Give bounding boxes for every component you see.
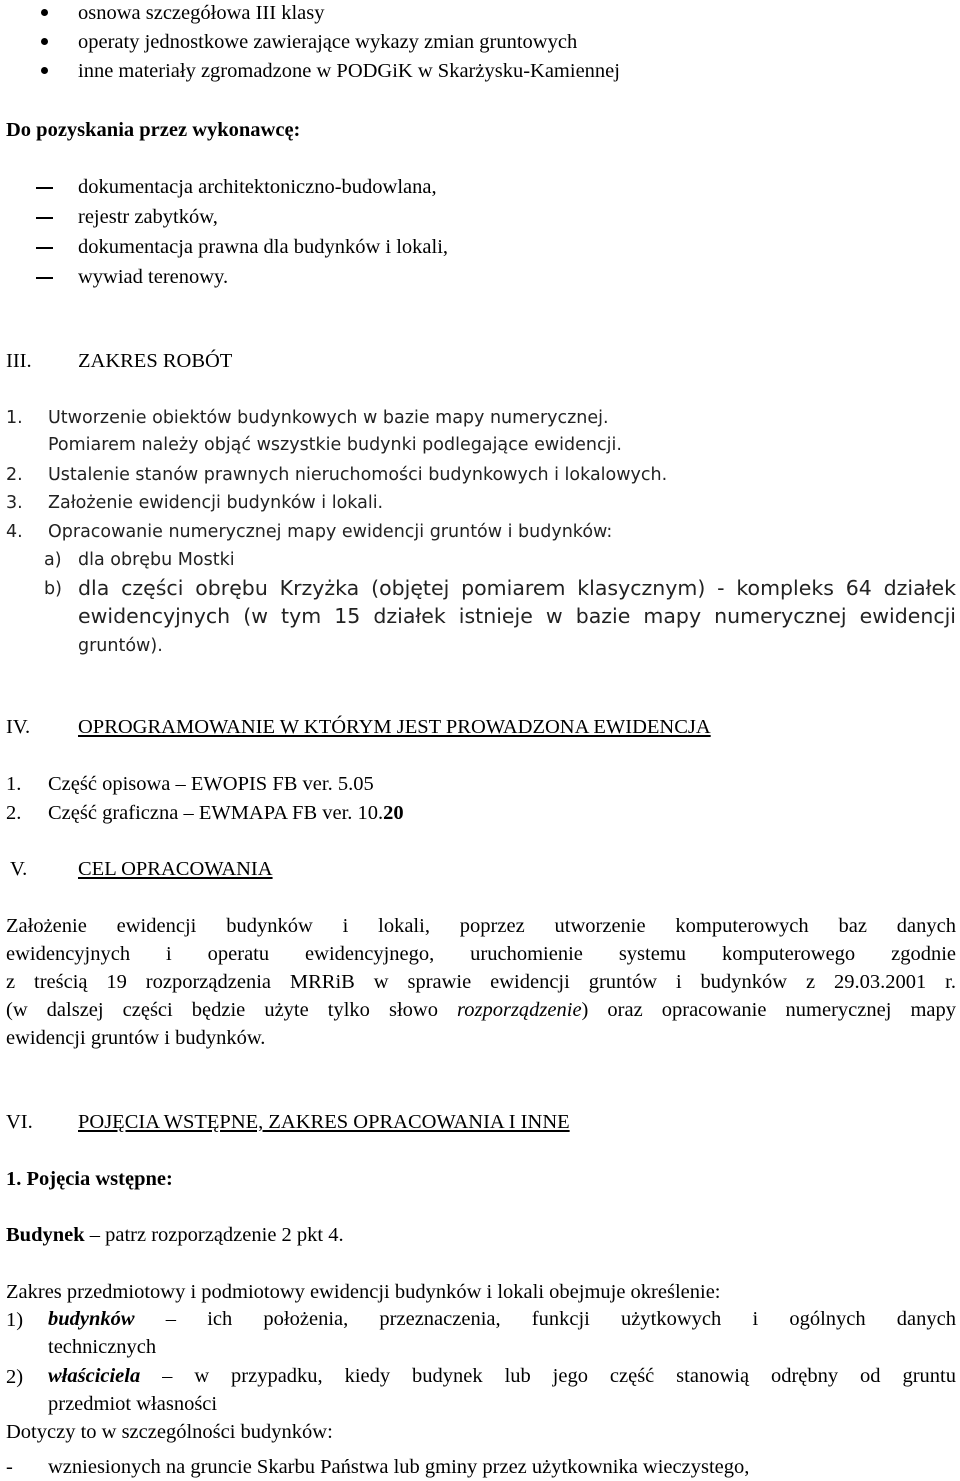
dash-icon: [36, 217, 53, 219]
section-title: CEL OPRACOWANIA: [78, 858, 273, 880]
list-item: dokumentacja architektoniczno-budowlana,: [78, 176, 437, 198]
item-text: [48, 1305, 956, 1333]
list-item: wzniesionych na gruncie Skarbu Państwa lub gminy przez użytkownika wieczystego,: [48, 1456, 750, 1478]
subsection-title: 1. Pojęcia wstępne:: [6, 1168, 173, 1190]
list-item: dokumentacja prawna dla budynków i lokali,: [78, 236, 449, 258]
sub-item-label: b): [44, 579, 62, 599]
paragraph-part: (w dalszej części będzie użyte tylko słowo: [6, 999, 458, 1021]
bullet-icon: [41, 9, 48, 16]
item-text-part: – w przypadku, kiedy budynek lub jego część stanowią odrębny od gruntu: [140, 1365, 956, 1387]
item-number: 2.: [6, 465, 23, 485]
sub-item-text: dla części obrębu Krzyżka (objętej pomiarem klasycznym) - kompleks 64 działek: [78, 576, 956, 600]
section-number: IV.: [6, 716, 31, 738]
item-text: przedmiot własności: [48, 1393, 218, 1415]
sub-item-label: a): [44, 550, 62, 570]
sub-item-text: gruntów).: [78, 636, 163, 656]
item-number: 1.: [6, 408, 23, 428]
item-text: [48, 1362, 956, 1390]
item-number: 4.: [6, 522, 23, 542]
list-item: rejestr zabytków,: [78, 206, 218, 228]
paragraph-part: ) oraz opracowanie numerycznej mapy: [581, 999, 956, 1021]
section-number: V.: [10, 858, 28, 880]
paragraph-part: rozporządzenie: [457, 999, 582, 1021]
item-number: 2): [6, 1366, 24, 1388]
section-title: OPROGRAMOWANIE W KTÓRYM JEST PROWADZONA EWIDENCJA: [78, 716, 711, 738]
dash-icon: [36, 187, 53, 189]
item-text-part: Część graficzna – EWMAPA FB ver. 10.: [48, 802, 384, 824]
section-title: ZAKRES ROBÓT: [78, 350, 233, 372]
dash-icon: [36, 247, 53, 249]
sub-item-text: ewidencyjnych (w tym 15 działek istnieje w bazie mapy numerycznej ewidencji: [78, 604, 956, 628]
definition: [6, 1222, 344, 1248]
item-text: Założenie ewidencji budynków i lokali.: [48, 493, 384, 513]
item-number: 1.: [6, 773, 22, 795]
paragraph-line: ewidencyjnych i operatu ewidencyjnego, uruchomienie systemu komputerowego zgodnie: [6, 943, 956, 965]
definition-term: Budynek: [6, 1224, 85, 1246]
scope-intro: Zakres przedmiotowy i podmiotowy ewidencji budynków i lokali obejmuje określenie:: [6, 1281, 721, 1303]
item-text: Pomiarem należy objąć wszystkie budynki podlegające ewidencji.: [48, 435, 622, 455]
item-number: 1): [6, 1309, 24, 1331]
dash-icon: [36, 277, 53, 279]
item-term: budynków: [48, 1308, 135, 1330]
paragraph-line: z treścią 19 rozporządzenia MRRiB w sprawie ewidencji gruntów i budynków z 29.03.2001 r.: [6, 971, 956, 993]
sub-item-text: dla obrębu Mostki: [78, 550, 235, 570]
item-text: Opracowanie numerycznej mapy ewidencji gruntów i budynków:: [48, 522, 613, 542]
section-number: III.: [6, 350, 32, 372]
dash-marker: -: [6, 1456, 13, 1478]
item-number: 3.: [6, 493, 23, 513]
contractor-heading: Do pozyskania przez wykonawcę:: [6, 119, 301, 141]
bullet-icon: [41, 67, 48, 74]
paragraph-line: [6, 996, 956, 1024]
definition-text: – patrz rozporządzenie 2 pkt 4.: [84, 1224, 344, 1246]
list-item: inne materiały zgromadzone w PODGiK w Skarżysku-Kamiennej: [78, 60, 620, 82]
item-text: [48, 800, 404, 826]
section-number: VI.: [6, 1111, 33, 1133]
item-text: Część opisowa – EWOPIS FB ver. 5.05: [48, 773, 374, 795]
item-text-part: 20: [383, 802, 404, 824]
list-item: operaty jednostkowe zawierające wykazy zmian gruntowych: [78, 31, 578, 53]
paragraph-line: ewidencji gruntów i budynków.: [6, 1027, 266, 1049]
list-item: wywiad terenowy.: [78, 266, 229, 288]
concerns-text: Dotyczy to w szczególności budynków:: [6, 1421, 333, 1443]
item-text: technicznych: [48, 1336, 157, 1358]
section-title: POJĘCIA WSTĘPNE, ZAKRES OPRACOWANIA I INNE: [78, 1111, 570, 1133]
item-text: Utworzenie obiektów budynkowych w bazie mapy numerycznej.: [48, 408, 609, 428]
item-text-part: – ich położenia, przeznaczenia, funkcji użytkowych i ogólnych danych: [134, 1308, 956, 1330]
list-item: osnowa szczegółowa III klasy: [78, 2, 325, 24]
item-term: właściciela: [48, 1365, 141, 1387]
item-text: Ustalenie stanów prawnych nieruchomości budynkowych i lokalowych.: [48, 465, 668, 485]
paragraph-line: Założenie ewidencji budynków i lokali, poprzez utworzenie komputerowych baz danych: [6, 915, 956, 937]
item-number: 2.: [6, 802, 22, 824]
bullet-icon: [41, 38, 48, 45]
